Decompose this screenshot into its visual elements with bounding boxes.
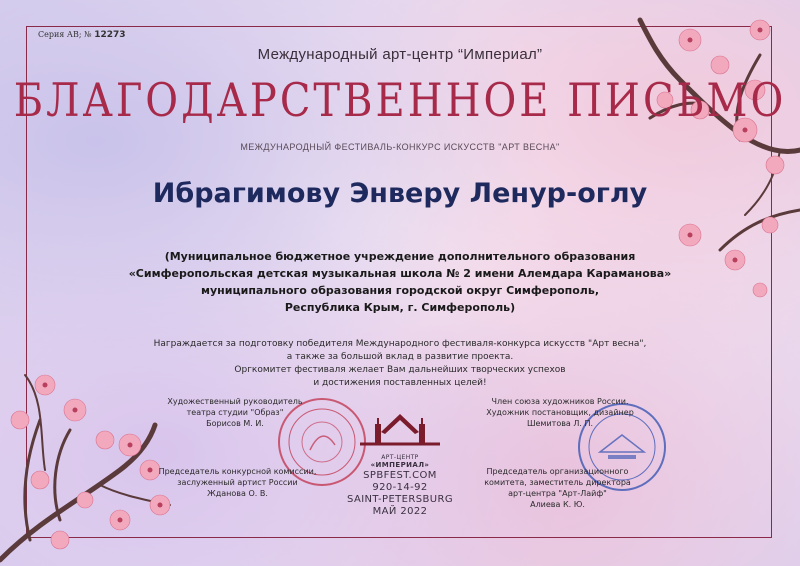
logo-name: «ИМПЕРИАЛ» (370, 461, 430, 469)
signature-name: Борисов М. И. (206, 419, 264, 428)
signature-bottom-right (470, 466, 645, 510)
signature-role: Член союза художников России. (491, 397, 629, 406)
logo-city: SAINT-PETERSBURG (347, 494, 453, 505)
bridge-icon (355, 410, 445, 450)
signature-name: Шемитова Л. П. (526, 419, 594, 428)
institution-line: (Муниципальное бюджетное учреждение дополнительного образования (164, 250, 636, 263)
signature-role: арт-центра "Арт-Лайф" (508, 489, 607, 498)
document-title: БЛАГОДАРСТВЕННОЕ ПИСЬМО (13, 74, 787, 128)
institution-block (0, 248, 800, 316)
signature-role: Художественный руководитель (167, 397, 303, 406)
signature-role: Председатель конкурсной комиссии, (158, 467, 317, 476)
organizer-name: Международный арт-центр “Империал” (257, 46, 543, 63)
signature-name: Жданова О. В. (207, 489, 268, 498)
logo-phone: 920-14-92 (372, 482, 428, 493)
award-line: Награждается за подготовку победителя Международного фестиваля-конкурса искусств "Арт весна", (153, 339, 647, 349)
award-line: Оргкомитет фестиваля желает Вам дальнейших творческих успехов (234, 365, 566, 375)
signature-role: Председатель организационного (486, 467, 629, 476)
signature-role: комитета, заместитель директора (484, 478, 631, 487)
serial-label: Серия АВ; № (38, 30, 92, 39)
recipient-name: Ибрагимову Энверу Ленур-оглу (152, 178, 648, 209)
institution-line: муниципального образования городской округ Симферополь, (201, 284, 599, 297)
signature-role: театра студии "Образ" (186, 408, 284, 417)
imperial-logo (345, 410, 455, 518)
logo-website: SPBFEST.COM (363, 470, 437, 481)
signature-bottom-left (145, 466, 330, 499)
logo-subtitle: АРТ-ЦЕНТР (381, 454, 419, 461)
signature-top-left (150, 396, 320, 429)
award-line: а также за большой вклад в развитие проекта. (286, 352, 514, 362)
logo-date: МАЙ 2022 (372, 506, 428, 517)
signature-role: Художник постановщик, дизайнер (486, 408, 634, 417)
institution-line: Республика Крым, г. Симферополь) (284, 301, 516, 314)
signature-top-right (470, 396, 650, 429)
festival-name: МЕЖДУНАРОДНЫЙ ФЕСТИВАЛЬ-КОНКУРС ИСКУССТВ "АРТ ВЕСНА" (240, 142, 560, 152)
award-text (0, 338, 800, 390)
signature-role: заслуженный артист России (177, 478, 298, 487)
serial-value: 12273 (94, 30, 126, 40)
serial-number (38, 30, 126, 40)
signature-name: Алиева К. Ю. (530, 500, 585, 509)
institution-line: «Симферопольская детская музыкальная школа № 2 имени Алемдара Караманова» (128, 267, 672, 280)
award-line: и достижения поставленных целей! (313, 378, 487, 388)
